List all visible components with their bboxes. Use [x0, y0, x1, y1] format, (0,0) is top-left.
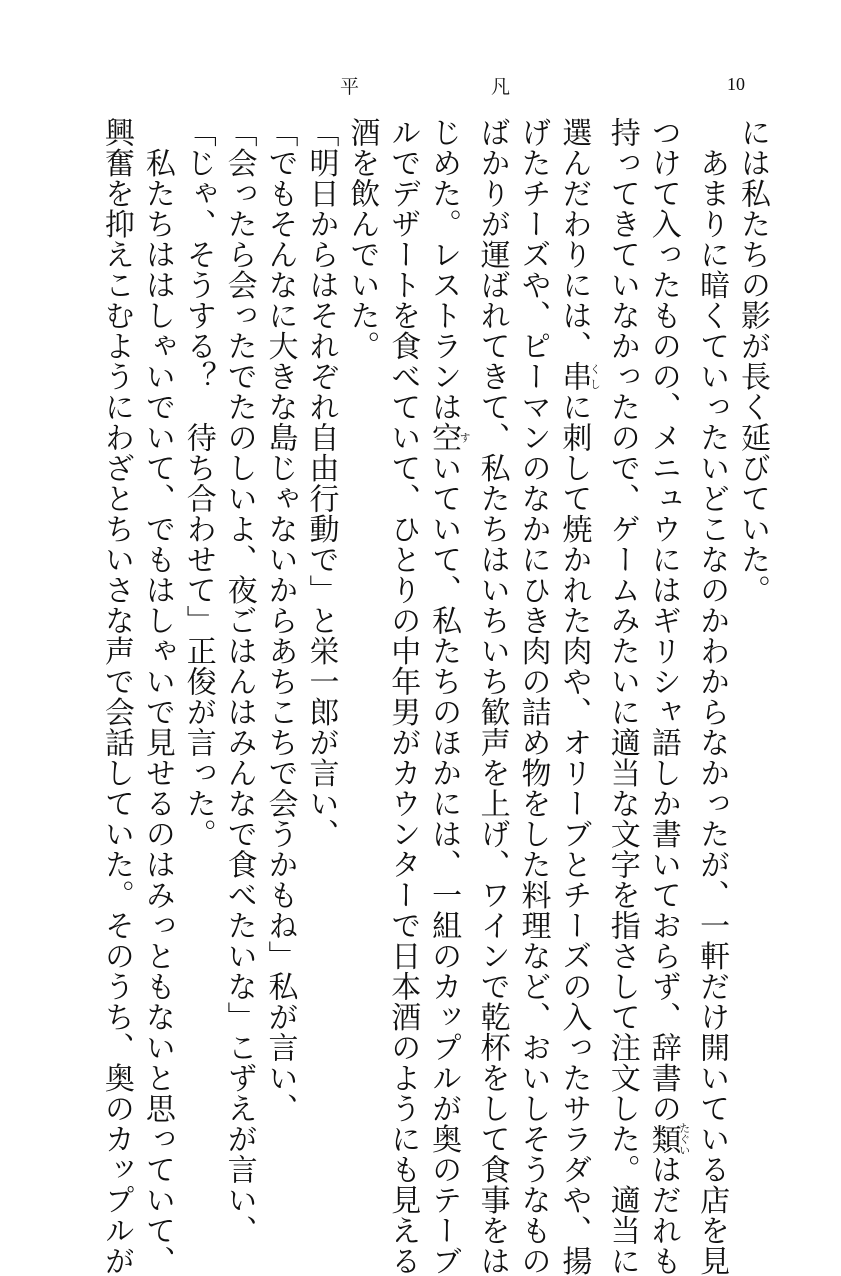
furigana-reading: す: [458, 422, 472, 453]
text-line: ばかりが運ばれてきて、私たちはいちいち歓声を上げ、ワインで乾杯をして食事をは: [474, 117, 510, 1276]
text-line: 持ってきていなかったので、ゲームみたいに適当な文字を指さして注文した。適当に: [604, 117, 640, 1276]
text-line: 「じゃ、そうする？ 待ち合わせて」正俊が言った。: [180, 117, 216, 849]
running-title-char: 平: [340, 76, 360, 98]
text-line: 「明日からはそれぞれ自由行動で」と栄一郎が言い、: [303, 117, 339, 849]
text-line: 「会ったら会ったでたのしいよ、夜ごはんはみんなで食べたいな」こずえが言い、: [221, 117, 257, 1246]
furigana-reading: たぐい: [677, 1122, 691, 1156]
furigana-word: 空す: [426, 422, 472, 453]
text-line: 私たちははしゃいでいて、でもはしゃいで見せるのはみっともないと思っていて、: [139, 117, 175, 1276]
text-line: あまりに暗くていったいどこなのかわからなかったが、一軒だけ開いている店を見: [694, 117, 730, 1276]
furigana-reading: くし: [588, 361, 602, 392]
text-line: 興奮を抑えこむようにわざとちいさな声で会話していた。そのうち、奥のカップルが: [98, 117, 134, 1276]
text-line: げたチーズや、ピーマンのなかにひき肉の詰め物をした料理など、おいしそうなもの: [515, 117, 551, 1276]
vertical-body-text: [92, 117, 772, 1276]
running-title-char: 凡: [490, 76, 510, 98]
text-line: ルでデザートを食べていて、ひとりの中年男がカウンターで日本酒のようにも見える: [385, 117, 421, 1276]
text-line: じめた。レストランは空すいていて、私たちのほかには、一組のカップルが奥のテーブ: [426, 117, 472, 1276]
furigana-word: 類たぐい: [645, 1122, 691, 1156]
text-line: 選んだわりには、串くしに刺して焼かれた肉や、オリーブとチーズの入ったサラダや、揚: [556, 117, 602, 1276]
text-line: 酒を飲んでいた。: [344, 117, 380, 361]
text-line: には私たちの影が長く延びていた。: [735, 117, 770, 605]
text-line: 「でもそんなに大きな島じゃないからあちこちで会うかもね」私が言い、: [262, 117, 298, 1124]
running-title: [340, 72, 510, 99]
furigana-word: 串くし: [556, 361, 602, 392]
page-number: 10: [727, 74, 745, 94]
text-line: つけて入ったものの、メニュウにはギリシャ語しか書いておらず、辞書の類たぐいはだれも: [645, 117, 691, 1276]
